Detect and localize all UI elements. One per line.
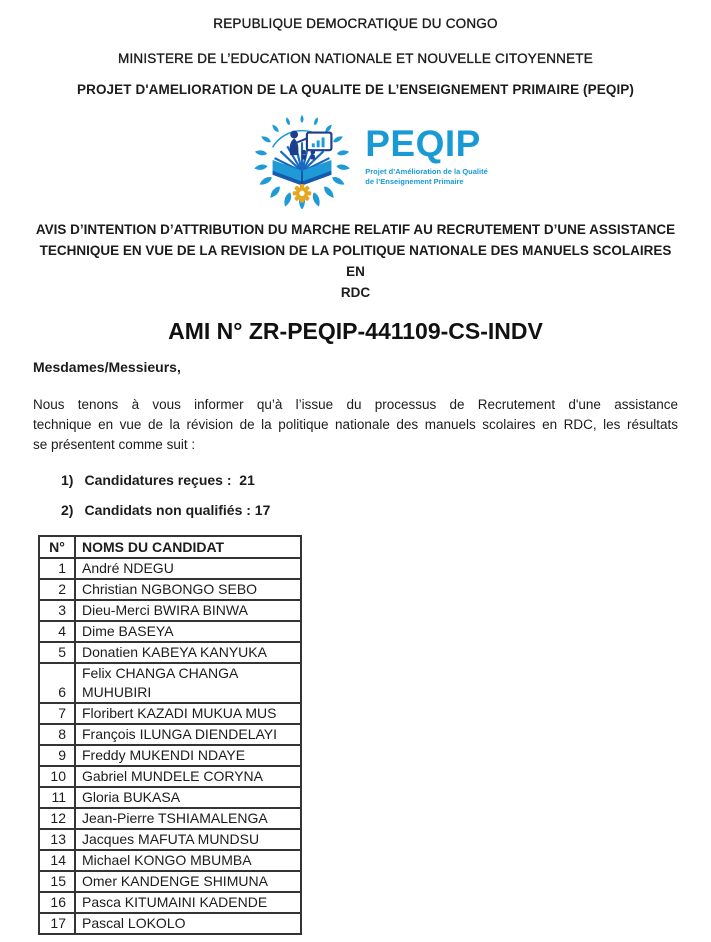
table-header-row <box>39 536 301 558</box>
candidate-number: 12 <box>39 808 75 829</box>
candidate-number: 3 <box>39 600 75 621</box>
peqip-tagline-line1: Projet d’Amélioration de la Qualité <box>365 166 488 176</box>
table-row <box>39 642 301 663</box>
candidate-name: Pascal LOKOLO <box>75 913 301 934</box>
table-row <box>39 745 301 766</box>
candidate-name: Michael KONGO MBUMBA <box>75 850 301 871</box>
candidate-name: André NDEGU <box>75 558 301 579</box>
column-header-number: N° <box>39 536 75 558</box>
country-title: REPUBLIQUE DEMOCRATIQUE DU CONGO <box>213 16 498 31</box>
peqip-wordmark: PEQIP <box>365 122 481 164</box>
candidate-number: 8 <box>39 724 75 745</box>
intro-paragraph <box>33 395 678 455</box>
list-item-text: Candidats non qualifiés : 17 <box>84 502 271 518</box>
candidate-number: 5 <box>39 642 75 663</box>
intro-paragraph-line1: Nous tenons à vous informer qu’à l’issue du processus de Recrutement d'une assistance <box>33 397 678 412</box>
candidate-name: Christian NGBONGO SEBO <box>75 579 301 600</box>
list-item-number: 1) <box>61 472 74 488</box>
candidate-number: 1 <box>39 558 75 579</box>
table-row <box>39 787 301 808</box>
candidate-number: 11 <box>39 787 75 808</box>
notice-title-line3: RDC <box>340 285 371 300</box>
candidate-name: Donatien KABEYA KANYUKA <box>75 642 301 663</box>
table-row <box>39 766 301 787</box>
student-figures <box>302 150 315 160</box>
candidate-name: Jacques MAFUTA MUNDSU <box>75 829 301 850</box>
results-list <box>33 470 678 520</box>
list-item-candidatures-recues <box>33 470 678 490</box>
ministry-title: MINISTERE DE L’EDUCATION NATIONALE ET NOUVELLE CITOYENNETE <box>118 51 593 66</box>
candidate-name: Gabriel MUNDELE CORYNA <box>75 766 301 787</box>
candidate-number: 9 <box>39 745 75 766</box>
list-item-candidats-non-qualifies <box>33 500 678 520</box>
column-header-name: NOMS DU CANDIDAT <box>75 536 301 558</box>
table-row <box>39 579 301 600</box>
table-row <box>39 621 301 642</box>
ami-reference: AMI N° ZR-PEQIP-441109-CS-INDV <box>168 318 543 344</box>
candidate-number: 10 <box>39 766 75 787</box>
candidates-tbody <box>39 558 301 934</box>
candidate-number: 14 <box>39 850 75 871</box>
list-item-text: Candidatures reçues : 21 <box>84 472 255 488</box>
candidate-number: 15 <box>39 871 75 892</box>
table-row <box>39 829 301 850</box>
peqip-logo <box>47 111 692 209</box>
candidate-number: 17 <box>39 913 75 934</box>
peqip-logo-text <box>365 122 488 188</box>
notice-title-line1: AVIS D’INTENTION D’ATTRIBUTION DU MARCHE RELATIF AU RECRUTEMENT D’UNE ASSISTANCE <box>35 222 676 237</box>
project-title: PROJET D'AMELIORATION DE LA QUALITE DE L’ENSEIGNEMENT PRIMAIRE (PEQIP) <box>77 82 634 97</box>
candidate-number: 4 <box>39 621 75 642</box>
candidate-name: Omer KANDENGE SHIMUNA <box>75 871 301 892</box>
candidate-name: Floribert KAZADI MUKUA MUS <box>75 703 301 724</box>
candidate-number: 7 <box>39 703 75 724</box>
peqip-tagline-line2: de l’Enseignement Primaire <box>365 177 464 186</box>
table-row <box>39 892 301 913</box>
candidate-number: 16 <box>39 892 75 913</box>
list-item-number: 2) <box>61 502 74 518</box>
table-row <box>39 913 301 934</box>
peqip-tagline <box>365 167 488 188</box>
table-row <box>39 558 301 579</box>
candidate-number: 13 <box>39 829 75 850</box>
notice-title <box>33 219 678 303</box>
notice-title-line2: TECHNIQUE EN VUE DE LA REVISION DE LA POLITIQUE NATIONALE DES MANUELS SCOLAIRES EN <box>39 243 672 279</box>
salutation: Mesdames/Messieurs, <box>33 359 181 375</box>
candidate-name: Dieu-Merci BWIRA BINWA <box>75 600 301 621</box>
candidate-name: Pasca KITUMAINI KADENDE <box>75 892 301 913</box>
candidate-name: Gloria BUKASA <box>75 787 301 808</box>
intro-paragraph-line2: technique en vue de la révision de la politique nationale des manuels scolaires en RDC, les résultats <box>33 417 678 432</box>
candidate-name: François ILUNGA DIENDELAYI <box>75 724 301 745</box>
table-row <box>39 600 301 621</box>
candidates-table <box>38 535 302 935</box>
intro-paragraph-line3: se présentent comme suit : <box>33 437 196 452</box>
table-row <box>39 850 301 871</box>
candidate-name: Felix CHANGA CHANGA MUHUBIRI <box>75 663 301 703</box>
table-row <box>39 871 301 892</box>
candidate-number: 6 <box>39 663 75 703</box>
table-row <box>39 724 301 745</box>
gear-icon <box>293 184 312 203</box>
classroom-board <box>307 133 332 151</box>
table-row <box>39 808 301 829</box>
candidate-name: Jean-Pierre TSHIAMALENGA <box>75 808 301 829</box>
table-row <box>39 663 301 703</box>
candidate-number: 2 <box>39 579 75 600</box>
peqip-emblem-icon <box>251 111 353 209</box>
table-row <box>39 703 301 724</box>
candidate-name: Freddy MUKENDI NDAYE <box>75 745 301 766</box>
candidate-name: Dime BASEYA <box>75 621 301 642</box>
